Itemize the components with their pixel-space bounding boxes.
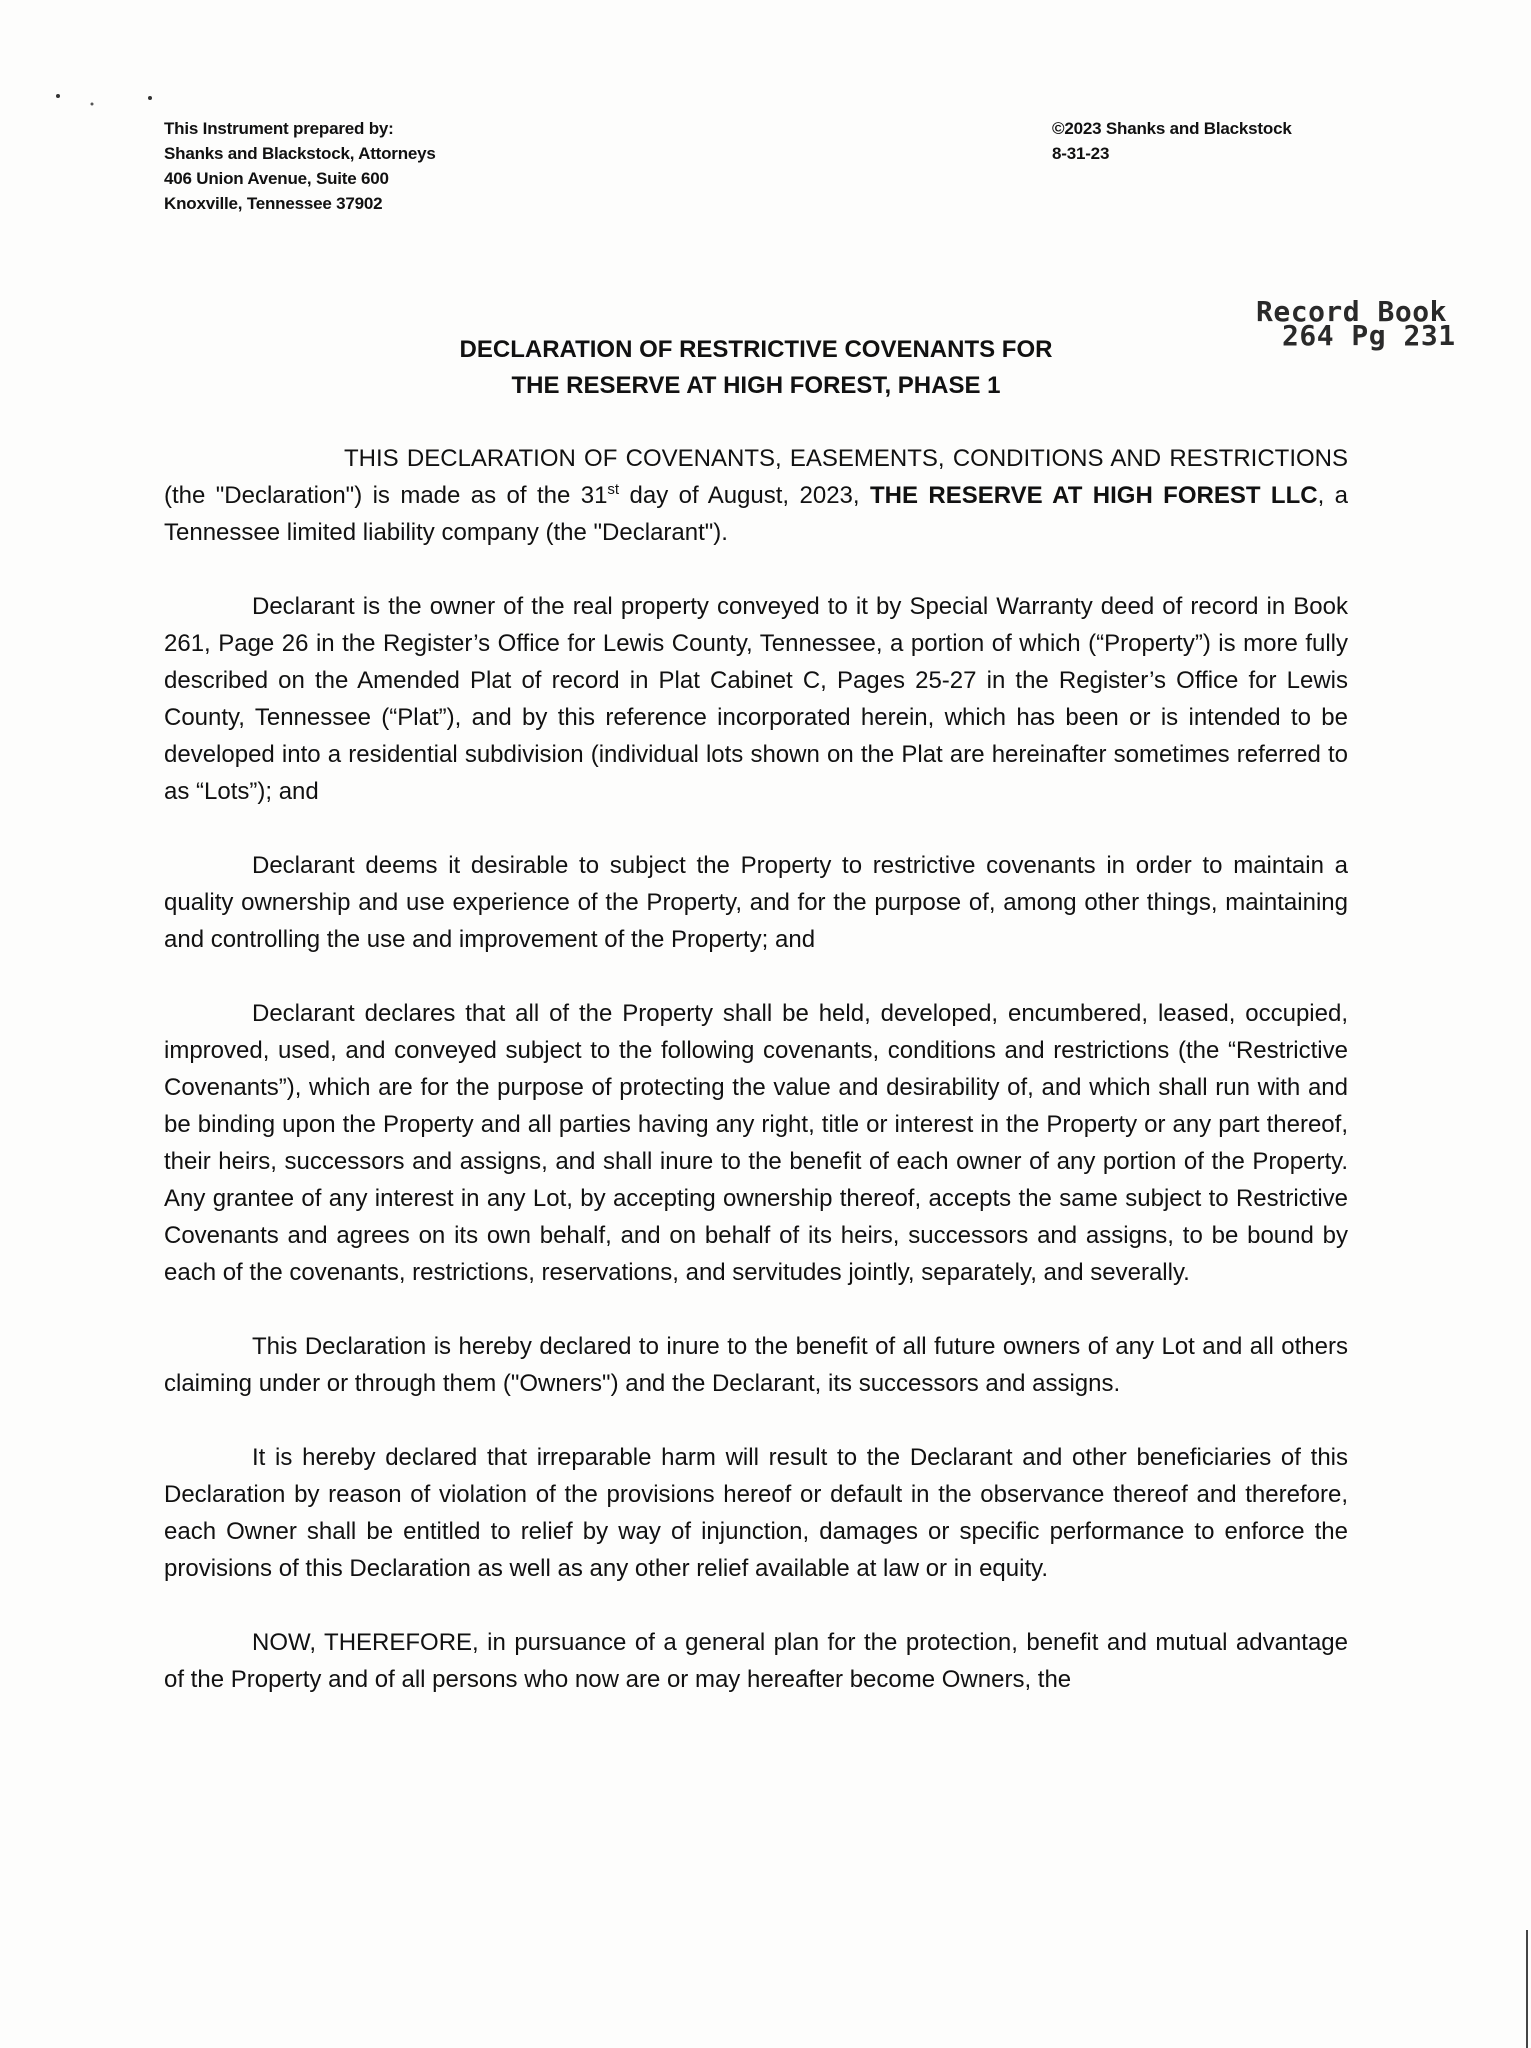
copyright-block xyxy=(1052,116,1292,166)
document-date: 8-31-23 xyxy=(1052,144,1110,163)
prepared-by-line-4: Knoxville, Tennessee 37902 xyxy=(164,194,383,213)
preamble-ordinal-suffix: st xyxy=(607,481,620,498)
paragraph-now-therefore: NOW, THEREFORE, in pursuance of a general plan for the protection, benefit and mutual advantage of the Property and of all persons who now are or may hereafter become Owners, the xyxy=(164,1629,1348,1693)
scan-speck xyxy=(148,96,152,100)
document-body xyxy=(164,440,1348,1735)
prepared-by-line-3: 406 Union Avenue, Suite 600 xyxy=(164,169,389,188)
prepared-by-block xyxy=(164,116,436,216)
document-title xyxy=(164,332,1348,404)
paragraph-ownership: Declarant is the owner of the real property conveyed to it by Special Warranty deed of record in Book 261, Page 26 in the Register’s Office for Lewis County, Tennessee, a portion of which (“Property”) is more fully described on the Amended Plat of record in Plat Cabinet C, Pages 25-27 in the Register’s Office for Lewis County, Tennessee (“Plat”), and by this reference incorporated herein, which has been or is intended to be developed into a residential subdivision (individual lots shown on the Plat are hereinafter sometimes referred to as “Lots”); and xyxy=(164,593,1348,805)
copyright-notice: ©2023 Shanks and Blackstock xyxy=(1052,119,1292,138)
paragraph-irreparable-harm: It is hereby declared that irreparable harm will result to the Declarant and other beneficiaries of this Declaration by reason of violation of the provisions hereof or default in the observance thereof and therefore, each Owner shall be entitled to relief by way of injunction, damages or specific performance to enforce the provisions of this Declaration as well as any other relief available at law or in equity. xyxy=(164,1444,1348,1582)
preamble-text-a: THIS DECLARATION OF COVENANTS, EASEMENTS, CONDITIONS AND RESTRICTIONS (the "Declaration") is made as of the 31 xyxy=(164,445,1348,509)
paragraph-declaration: Declarant declares that all of the Property shall be held, developed, encumbered, leased, occupied, improved, used, and conveyed subject to the following covenants, conditions and restrictions (the “Restrictive Covenants”), which are for the purpose of protecting the value and desirability of, and which shall run with and be binding upon the Property and all parties having any right, title or interest in the Property or any part thereof, their heirs, successors and assigns, and shall inure to the benefit of each owner of any portion of the Property. Any grantee of any interest in any Lot, by accepting ownership thereof, accepts the same subject to Restrictive Covenants and agrees on its own behalf, and on behalf of its heirs, successors and assigns, to be bound by each of the covenants, restrictions, reservations, and servitudes jointly, separately, and severally. xyxy=(164,1000,1348,1286)
scan-speck xyxy=(91,103,94,106)
preamble-text-c: , a Tennessee limited liability company (the "Declarant"). xyxy=(164,482,1349,546)
prepared-by-line-2: Shanks and Blackstock, Attorneys xyxy=(164,144,436,163)
title-line-2: THE RESERVE AT HIGH FOREST, PHASE 1 xyxy=(511,372,1001,399)
paragraph-desirability: Declarant deems it desirable to subject the Property to restrictive covenants in order to maintain a quality ownership and use experience of the Property, and for the purpose of, among other things, maintaining and controlling the use and improvement of the Property; and xyxy=(164,852,1348,953)
stamp-line-1: Record Book xyxy=(1256,295,1447,328)
scan-speck xyxy=(56,94,60,98)
preamble-text-b: day of August, 2023, xyxy=(619,482,870,509)
paragraph-preamble xyxy=(164,440,1348,551)
declarant-name: THE RESERVE AT HIGH FOREST LLC xyxy=(869,482,1318,509)
paragraph-benefit: This Declaration is hereby declared to inure to the benefit of all future owners of any Lot and all others claiming under or through them ("Owners") and the Declarant, its successors and assigns. xyxy=(164,1333,1348,1397)
title-line-1: DECLARATION OF RESTRICTIVE COVENANTS FOR xyxy=(459,336,1053,363)
prepared-by-line-1: This Instrument prepared by: xyxy=(164,119,394,138)
stamp-line-2: 264 Pg 231 xyxy=(1282,319,1456,352)
